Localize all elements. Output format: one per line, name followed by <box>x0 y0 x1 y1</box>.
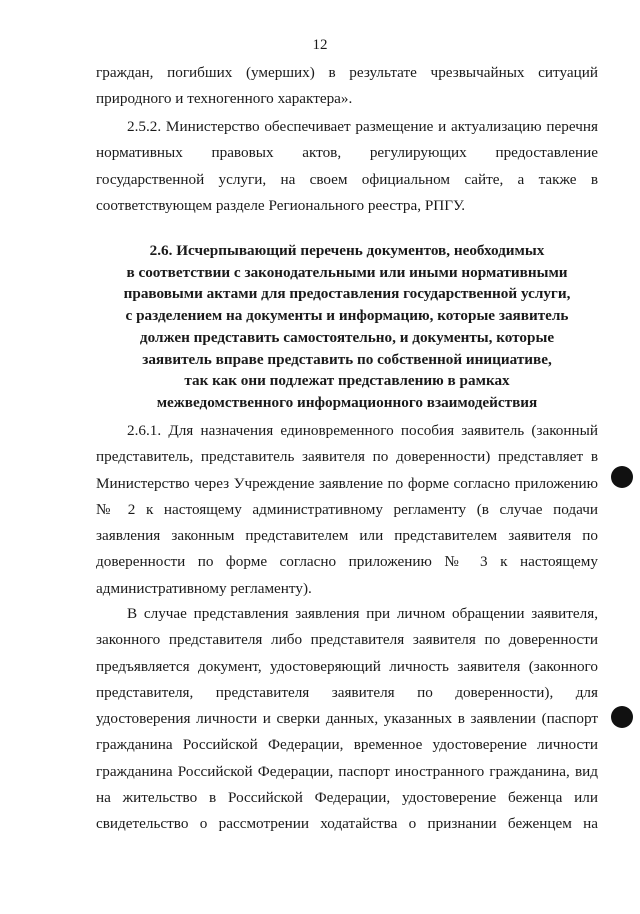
text-line: 2.6.1. Для назначения единовременного пособия заявитель (законный <box>127 422 598 439</box>
text-line: природного и техногенного характера». <box>96 90 353 108</box>
text-line: представитель, представитель заявителя по доверенности) представляет в <box>96 448 598 466</box>
heading-line: 2.6. Исчерпывающий перечень документов, необходимых <box>149 242 545 259</box>
text-line: гражданина Российской Федерации, паспорт иностранного гражданина, вид <box>96 762 598 780</box>
text-line: административному регламенту). <box>96 579 312 597</box>
text-line: удостоверения личности и сверки данных, указанных в заявлении (паспорт <box>96 710 598 728</box>
punch-hole-icon <box>611 466 633 488</box>
heading-line: правовыми актами для предоставления государственной услуги, <box>123 285 571 303</box>
text-line: предъявляется документ, удостоверяющий личность заявителя (законного <box>96 657 598 675</box>
text-line: № 2 к настоящему административному регламенту (в случае подачи <box>96 500 598 518</box>
text-line: гражданина Российской Федерации, временное удостоверение личности <box>96 736 598 754</box>
heading-line: с разделением на документы и информацию, которые заявитель <box>125 307 569 325</box>
text-line: государственной услуги, на своем официальном сайте, а также в <box>96 170 598 188</box>
punch-hole-icon <box>611 706 633 728</box>
text-line: Министерство через Учреждение заявление по форме согласно приложению <box>96 474 598 492</box>
heading-line: межведомственного информационного взаимодействия <box>156 393 538 411</box>
text-line: соответствующем разделе Регионального реестра, РПГУ. <box>96 196 466 214</box>
text-line: 2.5.2. Министерство обеспечивает размещение и актуализацию перечня <box>127 118 598 135</box>
section-heading-2-6 <box>96 240 598 414</box>
paragraph-2-5-2 <box>96 114 598 219</box>
text-line: законного представителя либо представителя заявителя по доверенности <box>96 631 598 649</box>
text-line: заявления законным представителем или представителем заявителя по <box>96 527 598 545</box>
paragraph-personal-appeal <box>96 601 598 838</box>
text-line: В случае представления заявления при личном обращении заявителя, <box>127 605 598 622</box>
text-line: граждан, погибших (умерших) в результате чрезвычайных ситуаций <box>96 64 598 81</box>
heading-line: заявитель вправе представить по собственной инициативе, <box>142 350 552 368</box>
paragraph-continuation <box>96 60 598 113</box>
heading-line: должен представить самостоятельно, и документы, которые <box>139 328 555 346</box>
text-line: представителя, представителя заявителя по доверенности), для <box>96 683 598 701</box>
heading-line: так как они подлежат представлению в рамках <box>184 372 510 390</box>
text-line: доверенности по форме согласно приложению № 3 к настоящему <box>96 553 598 571</box>
text-line: нормативных правовых актов, регулирующих предоставление <box>96 144 598 162</box>
paragraph-2-6-1 <box>96 418 598 602</box>
text-line: свидетельство о рассмотрении ходатайства о признании беженцем на <box>96 815 598 833</box>
text-line: на жительство в Российской Федерации, удостоверение беженца или <box>96 789 598 807</box>
page-number: 12 <box>312 37 328 53</box>
heading-line: в соответствии с законодательными или иными нормативными <box>126 263 568 281</box>
